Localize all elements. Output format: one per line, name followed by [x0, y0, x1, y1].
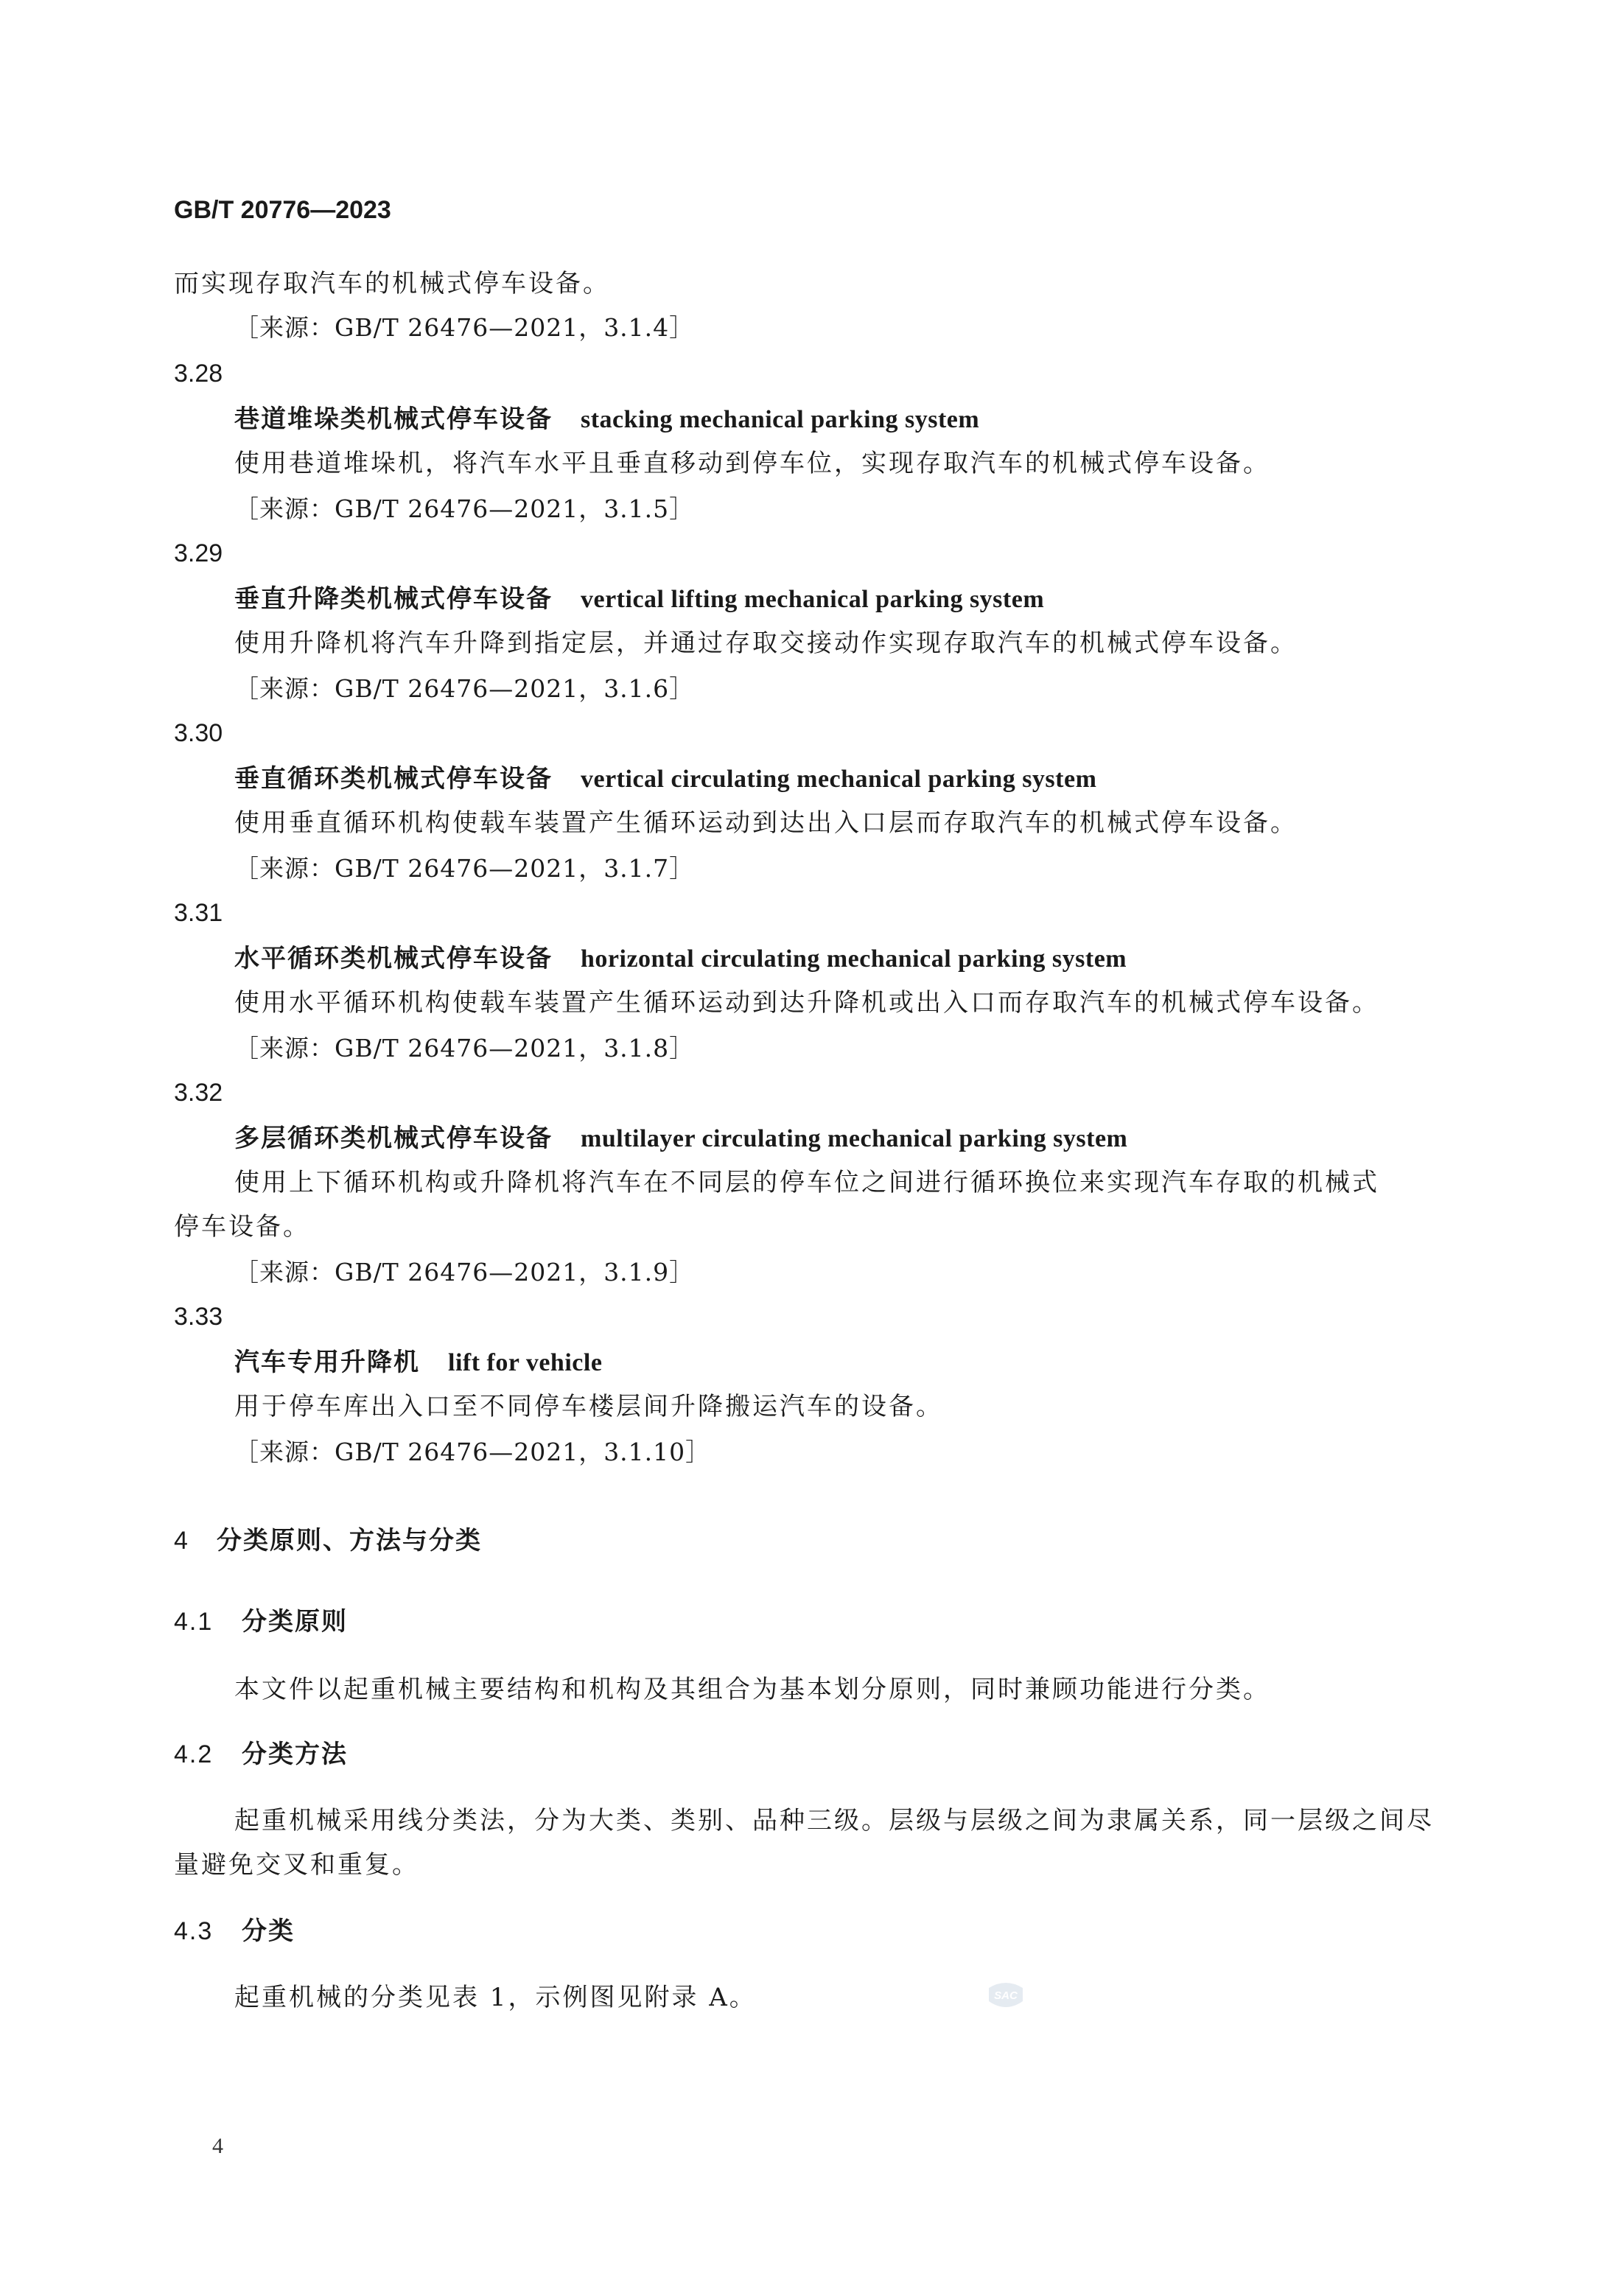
term-en: vertical circulating mechanical parking system	[581, 766, 1097, 793]
subsection-number: 4.3	[174, 1917, 214, 1945]
source-note: ［来源：GB/T 26476—2021，3.1.10］	[234, 1438, 711, 1466]
source-note: ［来源：GB/T 26476—2021，3.1.6］	[234, 674, 695, 703]
term-zh: 水平循环类机械式停车设备	[234, 944, 553, 973]
subsection-title: 分类原则	[242, 1607, 348, 1636]
paragraph: 起重机械采用线分类法，分为大类、类别、品种三级。层级与层级之间为隶属关系，同一层级之间尽	[234, 1806, 1434, 1835]
continuation-text: 而实现存取汽车的机械式停车设备。	[174, 269, 610, 298]
term-definition: 使用水平循环机构使载车装置产生循环运动到达升降机或出入口而存取汽车的机械式停车设备。	[234, 988, 1379, 1018]
paragraph: 起重机械的分类见表 1，示例图见附录 A。	[234, 1983, 757, 2012]
term-definition: 使用上下循环机构或升降机将汽车在不同层的停车位之间进行循环换位来实现汽车存取的机械式	[234, 1168, 1379, 1197]
term-heading	[234, 584, 1045, 614]
term-definition: 使用垂直循环机构使载车装置产生循环运动到达出入口层而存取汽车的机械式停车设备。	[234, 808, 1298, 838]
term-heading	[234, 946, 1127, 972]
term-heading	[234, 407, 979, 433]
term-zh: 多层循环类机械式停车设备	[234, 1124, 553, 1153]
term-definition: 使用巷道堆垛机，将汽车水平且垂直移动到停车位，实现存取汽车的机械式停车设备。	[234, 449, 1270, 478]
paragraph: 本文件以起重机械主要结构和机构及其组合为基本划分原则，同时兼顾功能进行分类。	[234, 1675, 1270, 1704]
subsection-number: 4.2	[174, 1740, 214, 1768]
term-number: 3.28	[174, 360, 223, 388]
subsection-heading	[174, 1609, 348, 1634]
paragraph: 量避免交叉和重复。	[174, 1850, 419, 1880]
term-number: 3.33	[174, 1303, 223, 1331]
subsection-title: 分类	[242, 1916, 295, 1946]
source-note: ［来源：GB/T 26476—2021，3.1.5］	[234, 494, 695, 523]
term-definition: 停车设备。	[174, 1212, 310, 1242]
term-zh: 汽车专用升降机	[234, 1348, 420, 1377]
term-zh: 垂直升降类机械式停车设备	[234, 584, 553, 614]
source-note: ［来源：GB/T 26476—2021，3.1.9］	[234, 1258, 695, 1286]
source-note: ［来源：GB/T 26476—2021，3.1.4］	[234, 313, 695, 342]
term-en: stacking mechanical parking system	[581, 406, 980, 433]
term-en: lift for vehicle	[448, 1349, 603, 1376]
page-number: 4	[212, 2134, 223, 2158]
section-number: 4	[174, 1527, 189, 1555]
sac-watermark-logo	[984, 1979, 1027, 2012]
term-number: 3.32	[174, 1079, 223, 1107]
source-note: ［来源：GB/T 26476—2021，3.1.7］	[234, 854, 695, 883]
subsection-title: 分类方法	[242, 1740, 348, 1769]
subsection-number: 4.1	[174, 1608, 214, 1636]
term-number: 3.30	[174, 719, 223, 747]
watermark-text: SAC	[994, 1989, 1018, 2002]
section-title: 分类原则、方法与分类	[217, 1526, 482, 1555]
term-zh: 垂直循环类机械式停车设备	[234, 764, 553, 794]
term-heading	[234, 1350, 602, 1376]
term-definition: 用于停车库出入口至不同停车楼层间升降搬运汽车的设备。	[234, 1392, 943, 1421]
term-heading	[234, 766, 1096, 792]
term-en: vertical lifting mechanical parking system	[581, 586, 1045, 613]
term-number: 3.29	[174, 539, 223, 567]
source-note: ［来源：GB/T 26476—2021，3.1.8］	[234, 1034, 695, 1063]
subsection-heading	[174, 1916, 295, 1946]
term-definition: 使用升降机将汽车升降到指定层，并通过存取交接动作实现存取汽车的机械式停车设备。	[234, 629, 1298, 658]
standard-id: GB/T 20776—2023	[174, 196, 391, 224]
term-en: horizontal circulating mechanical parking system	[581, 945, 1127, 973]
subsection-heading	[174, 1742, 348, 1767]
term-en: multilayer circulating mechanical parking system	[581, 1125, 1128, 1152]
term-zh: 巷道堆垛类机械式停车设备	[234, 405, 553, 434]
term-heading	[234, 1126, 1127, 1152]
section-heading	[174, 1528, 482, 1553]
term-number: 3.31	[174, 899, 223, 927]
